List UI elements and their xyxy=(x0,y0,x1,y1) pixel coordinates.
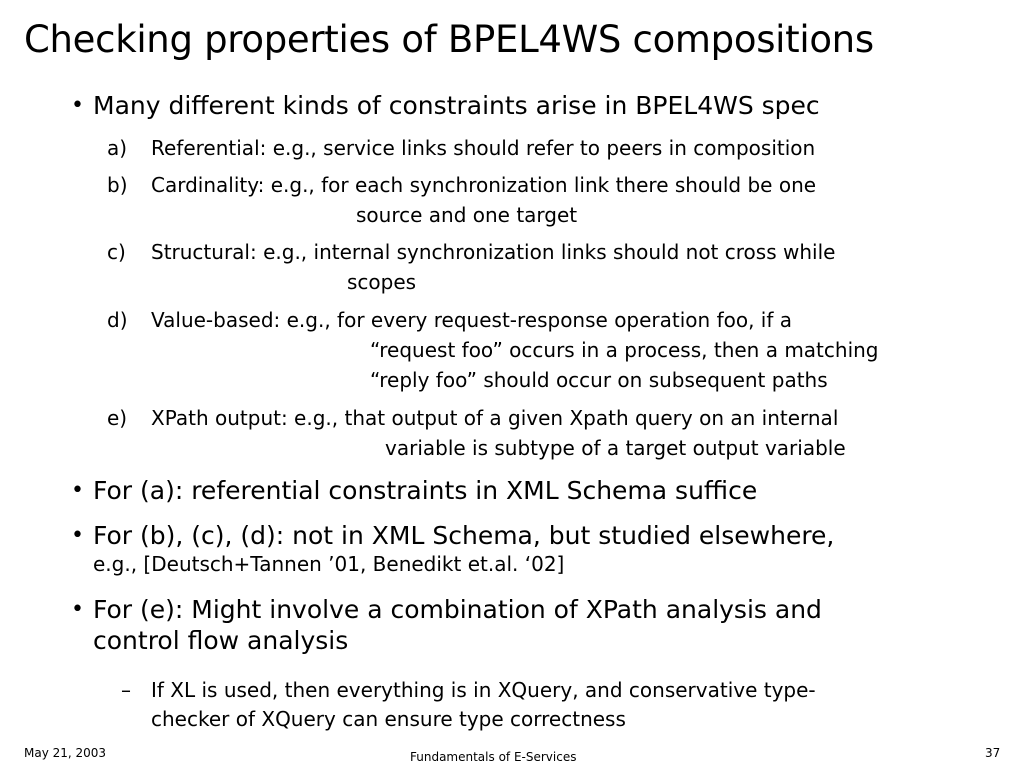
bullet-citation: e.g., [Deutsch+Tannen ’01, Benedikt et.al. ‘02] xyxy=(93,552,565,576)
subitem-line: Structural: e.g., internal synchronization links should not cross while xyxy=(151,240,836,264)
subitem-line: Value-based: e.g., for every request-response operation foo, if a xyxy=(151,308,793,332)
bullet-text: For (a): referential constraints in XML Schema suffice xyxy=(93,476,758,505)
subitem-line: Cardinality: e.g., for each synchronization link there should be one xyxy=(151,173,817,197)
dash-icon: – xyxy=(121,678,131,702)
subitem-line: source and one target xyxy=(356,203,578,227)
bullet-constraints xyxy=(71,90,820,121)
subitem-xpath-output xyxy=(107,403,846,463)
subitem-label: d) xyxy=(107,308,128,332)
bullet-dot-icon: • xyxy=(71,597,84,622)
subitem-line: scopes xyxy=(347,270,417,294)
subitem-label: b) xyxy=(107,173,128,197)
subitem-referential xyxy=(107,133,816,163)
subitem-cardinality xyxy=(107,170,817,230)
bullet-text: control flow analysis xyxy=(93,626,349,655)
subitem-line: “reply foo” should occur on subsequent paths xyxy=(370,368,828,392)
bullet-text: Many different kinds of constraints arise in BPEL4WS spec xyxy=(93,91,820,120)
subitem-line: variable is subtype of a target output variable xyxy=(385,436,846,460)
bullet-xpath-analysis xyxy=(71,594,822,656)
subitem-label: a) xyxy=(107,136,128,160)
dash-item-line: checker of XQuery can ensure type correctness xyxy=(151,707,626,731)
subitem-structural xyxy=(107,237,836,297)
bullet-dot-icon: • xyxy=(71,523,84,548)
bullet-dot-icon: • xyxy=(71,478,84,503)
slide-title: Checking properties of BPEL4WS compositions xyxy=(24,18,874,61)
footer-page-number: 37 xyxy=(985,746,1001,760)
bullet-text: For (e): Might involve a combination of XPath analysis and xyxy=(93,595,822,624)
bullet-referential xyxy=(71,475,758,506)
bullet-elsewhere xyxy=(71,520,835,577)
subitem-line: XPath output: e.g., that output of a given Xpath query on an internal xyxy=(151,406,839,430)
subitem-value-based xyxy=(107,305,879,395)
subitem-line: Referential: e.g., service links should refer to peers in composition xyxy=(151,136,816,160)
dash-item-xquery xyxy=(121,676,816,734)
footer-title: Fundamentals of E-Services xyxy=(410,750,577,764)
subitem-label: c) xyxy=(107,240,126,264)
footer-date: May 21, 2003 xyxy=(24,746,107,760)
bullet-text: For (b), (c), (d): not in XML Schema, but studied elsewhere, xyxy=(93,521,835,550)
subitem-label: e) xyxy=(107,406,128,430)
bullet-dot-icon: • xyxy=(71,93,84,118)
dash-item-line: If XL is used, then everything is in XQuery, and conservative type- xyxy=(151,678,816,702)
subitem-line: “request foo” occurs in a process, then a matching xyxy=(370,338,879,362)
